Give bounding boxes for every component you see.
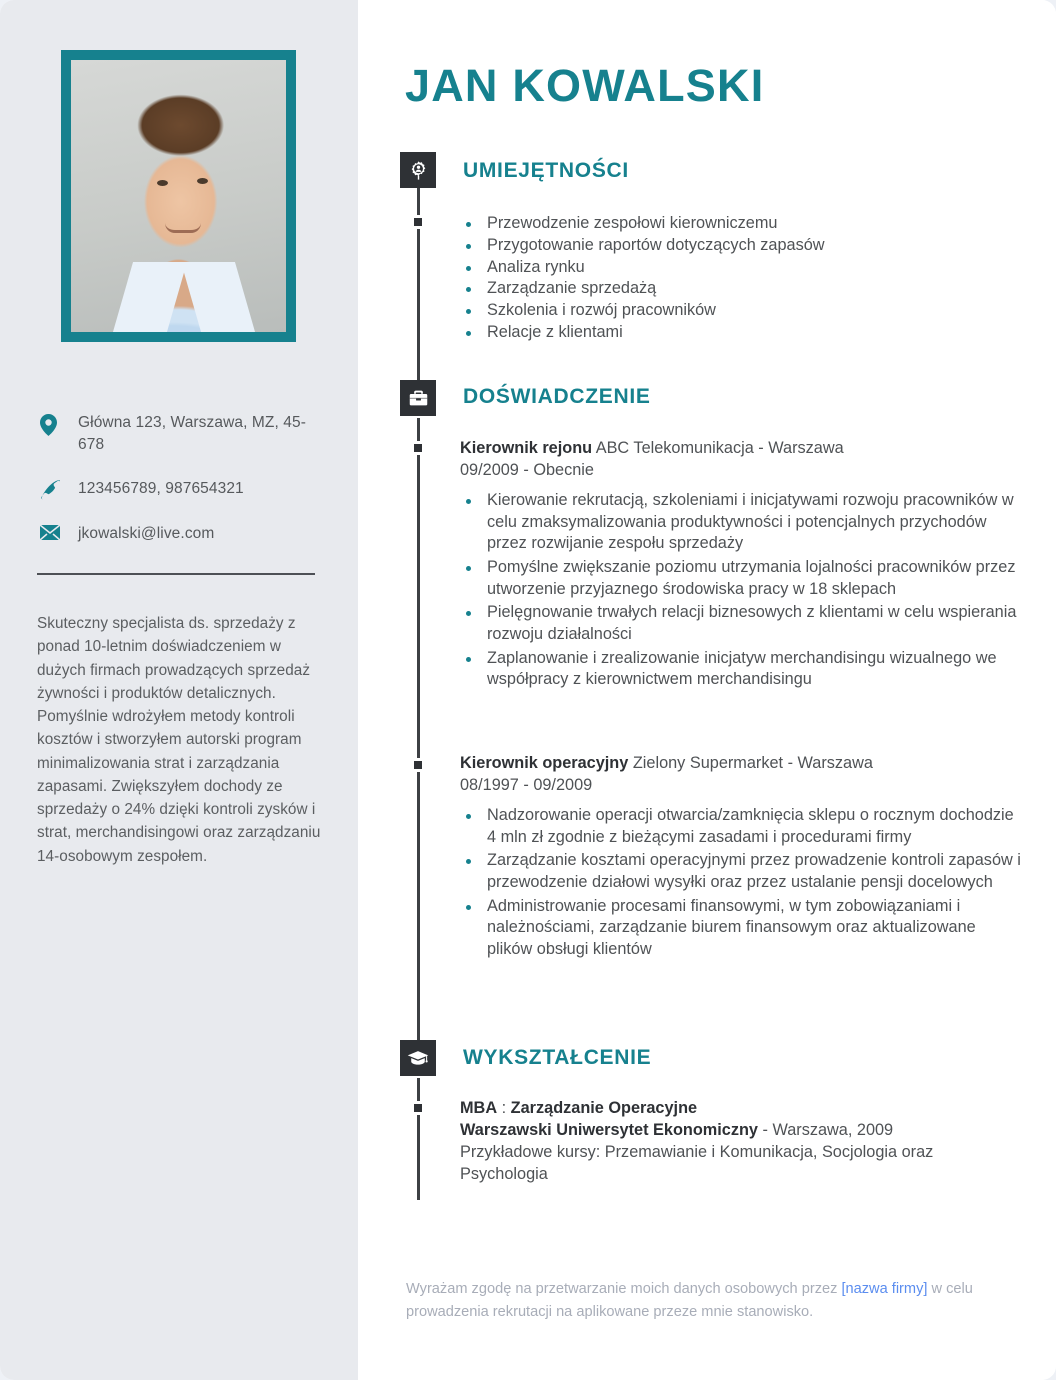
sidebar-divider <box>37 573 315 575</box>
list-item: Zarządzanie kosztami operacyjnymi przez prowadzenie kontroli zapasów i przewodzenie działowi wysyłki oraz przez ustalanie pensji docelowych <box>460 850 1022 893</box>
list-item: Nadzorowanie operacji otwarcia/zamknięcia sklepu o rocznym dochodzie 4 mln zł zgodnie z bieżącymi zasadami i procedurami firmy <box>460 805 1022 848</box>
job-company: Zielony Supermarket - Warszawa <box>628 754 873 772</box>
education-block <box>460 1097 1022 1186</box>
list-item: Administrowanie procesami finansowymi, w tym zobowiązaniami i należnościami, zarządzanie biurem finansowym oraz aktualizowane plików obsługi klientów <box>460 896 1022 961</box>
list-item: Szkolenia i rozwój pracowników <box>460 300 1022 322</box>
graduation-cap-icon <box>400 1040 436 1076</box>
contact-address <box>40 412 330 456</box>
list-item: Zaplanowanie i zrealizowanie inicjatyw merchandisingu wizualnego we współpracy z kierownictwem merchandisingu <box>460 648 1022 691</box>
job-dates: 08/1997 - 09/2009 <box>460 776 593 794</box>
eye-right <box>197 178 208 184</box>
experience-job-2 <box>460 752 1022 963</box>
page-title: JAN KOWALSKI <box>405 60 765 111</box>
job-role: Kierownik operacyjny <box>460 754 629 772</box>
degree-separator: : <box>497 1099 511 1117</box>
eye-left <box>157 180 168 186</box>
section-title-skills: UMIEJĘTNOŚCI <box>463 159 629 182</box>
job-role: Kierownik rejonu <box>460 439 593 457</box>
profile-summary: Skuteczny specjalista ds. sprzedaży z ponad 10-letnim doświadczeniem w dużych firmach prowadzących sprzedaż żywności i produktów detalicznych. Pomyślnie wdrożyłem metody kontroli kosztów i stworzyłem autorski program minimalizowania strat i zarządzania zapasami. Zwiększyłem dochody ze sprzedaży o 24% dzięki kontroli zysków i strat, merchandisingowi oraz zarządzaniu 14-osobowym zespołem. <box>37 615 321 865</box>
timeline-dot-job-2 <box>411 758 425 772</box>
job-heading <box>460 437 1022 481</box>
list-item: Analiza rynku <box>460 257 1022 279</box>
job-company: ABC Telekomunikacja - Warszawa <box>592 439 844 457</box>
education-courses: Przykładowe kursy: Przemawianie i Komunikacja, Socjologia oraz Psychologia <box>460 1143 934 1184</box>
skills-block <box>460 213 1022 344</box>
timeline-rail-skills <box>417 178 420 392</box>
user-gear-icon <box>400 152 436 188</box>
education-degree <box>460 1097 1022 1119</box>
timeline-rail-experience <box>417 418 420 1048</box>
contact-email-text: jkowalski@live.com <box>78 525 215 542</box>
school-name: Warszawski Uniwersytet Ekonomiczny <box>460 1121 758 1140</box>
consent-footer <box>406 1278 1024 1324</box>
timeline-dot-education <box>411 1101 425 1115</box>
skills-list <box>460 213 1022 344</box>
degree-field: Zarządzanie Operacyjne <box>510 1099 698 1117</box>
list-item: Przygotowanie raportów dotyczących zapasów <box>460 235 1022 257</box>
consent-text-after: w celu prowadzenia rekrutacji na aplikowane przeze mnie stanowisko. <box>406 1281 973 1321</box>
experience-job-1 <box>460 437 1022 693</box>
main-column <box>358 0 1056 1380</box>
avatar <box>61 50 296 342</box>
job-heading <box>460 752 1022 796</box>
degree-label: MBA <box>460 1099 498 1117</box>
shirt-collar-right <box>181 262 255 332</box>
section-title-education: WYKSZTAŁCENIE <box>463 1046 652 1069</box>
contact-phone-text: 123456789, 987654321 <box>78 480 244 497</box>
company-placeholder: [nazwa firmy] <box>841 1281 928 1297</box>
mouth <box>165 223 201 233</box>
contact-phone <box>40 478 330 501</box>
list-item: Relacje z klientami <box>460 322 1022 344</box>
consent-text-before: Wyrażam zgodę na przetwarzanie moich danych osobowych przez <box>406 1281 842 1297</box>
school-meta: - Warszawa, 2009 <box>757 1121 894 1140</box>
list-item: Pielęgnowanie trwałych relacji biznesowych z klientami w celu wspierania rozwoju działalności <box>460 602 1022 645</box>
section-title-experience: DOŚWIADCZENIE <box>463 385 651 408</box>
contact-list <box>40 412 330 567</box>
list-item: Przewodzenie zespołowi kierowniczemu <box>460 213 1022 235</box>
list-item: Pomyślne zwiększanie poziomu utrzymania lojalności pracowników przez utworzenie przyjaznego środowiska pracy w 18 sklepach <box>460 557 1022 600</box>
sidebar <box>0 0 358 1380</box>
timeline-dot-skills <box>411 215 425 229</box>
list-item: Kierowanie rekrutacją, szkoleniami i inicjatywami rozwoju pracowników w celu zmaksymalizowania produktywności i potencjalnych przychodów przez rozwijanie zespołu sprzedaży <box>460 490 1022 555</box>
contact-address-text: Główna 123, Warszawa, MZ, 45-678 <box>78 414 307 453</box>
job-duties-list <box>460 490 1022 691</box>
timeline-rail-education <box>417 1078 420 1200</box>
timeline-dot-job-1 <box>411 441 425 455</box>
envelope-icon <box>40 523 78 540</box>
portrait-photo <box>71 60 286 332</box>
education-school <box>460 1119 1022 1141</box>
shirt-collar-left <box>113 262 187 332</box>
job-dates: 09/2009 - Obecnie <box>460 461 594 479</box>
briefcase-icon <box>400 380 436 416</box>
location-pin-icon <box>40 412 78 436</box>
list-item: Zarządzanie sprzedażą <box>460 278 1022 300</box>
job-duties-list <box>460 805 1022 961</box>
phone-icon <box>40 478 78 501</box>
contact-email <box>40 523 330 545</box>
